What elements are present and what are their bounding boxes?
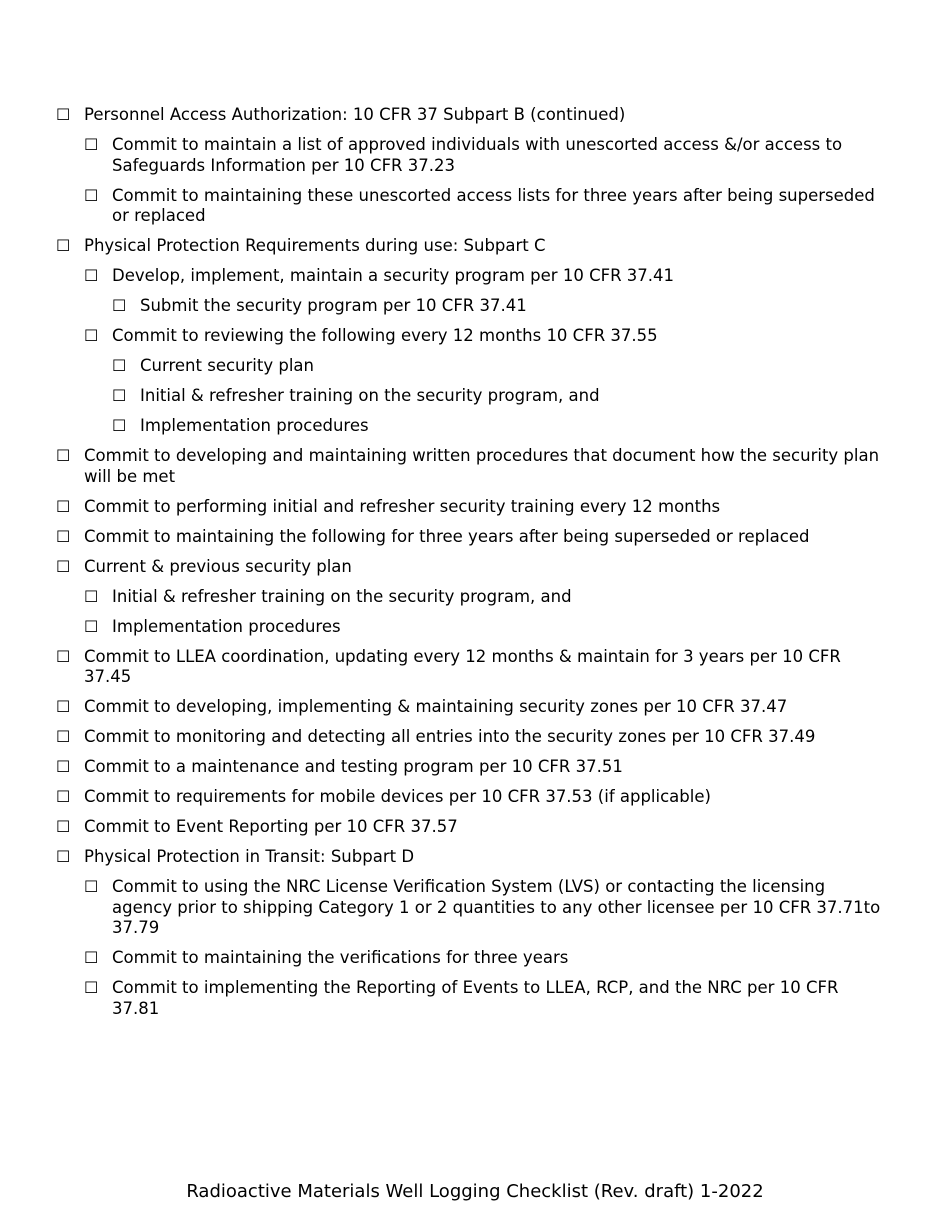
checklist-item-label: Commit to maintaining the following for three years after being superseded or replaced	[84, 526, 810, 546]
checklist-item	[56, 446, 886, 487]
checkbox-icon[interactable]: ☐	[84, 978, 99, 997]
checklist-item	[56, 386, 886, 407]
checklist-item	[56, 817, 886, 838]
checklist-item-label: Commit to reviewing the following every 12 months 10 CFR 37.55	[112, 326, 658, 345]
checklist-item	[56, 236, 886, 257]
checklist-item-label: Physical Protection Requirements during use: Subpart C	[84, 236, 546, 255]
checkbox-icon[interactable]: ☐	[56, 817, 71, 836]
checkbox-icon[interactable]: ☐	[84, 877, 99, 896]
checklist-item	[56, 647, 886, 688]
checkbox-icon[interactable]: ☐	[112, 416, 127, 435]
checklist-item-label: Commit to requirements for mobile devices per 10 CFR 37.53 (if applicable)	[84, 787, 711, 806]
checklist-item-label: Initial & refresher training on the security program, and	[140, 386, 600, 405]
checklist-item-label: Submit the security program per 10 CFR 37.41	[140, 296, 527, 315]
checklist-item	[56, 356, 886, 377]
checklist-item-label: Initial & refresher training on the security program, and	[112, 586, 572, 606]
checkbox-icon[interactable]: ☐	[84, 185, 99, 205]
checklist-item	[56, 787, 886, 808]
checklist-item	[56, 847, 886, 868]
checklist-item-label: Implementation procedures	[140, 416, 369, 435]
checklist-item	[56, 497, 886, 518]
checkbox-icon[interactable]: ☐	[56, 646, 71, 666]
checkbox-icon[interactable]: ☐	[84, 586, 99, 606]
checklist-item-label: Commit to developing and maintaining written procedures that document how the security plan will be met	[84, 446, 880, 486]
checklist-item	[56, 877, 886, 939]
checkbox-icon[interactable]: ☐	[56, 727, 71, 746]
checklist-item-label: Commit to implementing the Reporting of Events to LLEA, RCP, and the NRC per 10 CFR 37.81	[112, 978, 839, 1018]
checklist-item	[56, 105, 886, 126]
checklist-item-label: Current & previous security plan	[84, 556, 352, 576]
checklist-item	[56, 757, 886, 778]
checkbox-icon[interactable]: ☐	[56, 556, 71, 576]
checklist-item	[56, 266, 886, 287]
checklist-item	[56, 948, 886, 969]
checklist	[56, 105, 886, 1029]
checklist-item-label: Commit to monitoring and detecting all entries into the security zones per 10 CFR 37.49	[84, 727, 816, 746]
checklist-item	[56, 416, 886, 437]
checklist-item-label: Commit to maintaining the verifications for three years	[112, 948, 569, 967]
checklist-item-label: Personnel Access Authorization: 10 CFR 37 Subpart B (continued)	[84, 105, 626, 124]
checklist-item-label: Commit to maintaining these unescorted access lists for three years after being superseded or replaced	[112, 185, 875, 225]
checklist-item-label: Commit to using the NRC License Verification System (LVS) or contacting the licensing agency prior to shipping Category 1 or 2 quantities to any other licensee per 10 CFR 37.71to 37.79	[112, 877, 881, 937]
checkbox-icon[interactable]: ☐	[84, 616, 99, 636]
checkbox-icon[interactable]: ☐	[56, 105, 71, 124]
checkbox-icon[interactable]: ☐	[56, 757, 71, 776]
checklist-item-label: Current security plan	[140, 356, 314, 375]
checkbox-icon[interactable]: ☐	[112, 356, 127, 375]
checkbox-icon[interactable]: ☐	[84, 135, 99, 154]
checklist-item	[56, 727, 886, 748]
checklist-item	[56, 296, 886, 317]
checkbox-icon[interactable]: ☐	[56, 697, 71, 716]
checklist-item	[56, 617, 886, 638]
checkbox-icon[interactable]: ☐	[84, 266, 99, 285]
checkbox-icon[interactable]: ☐	[84, 326, 99, 345]
checkbox-icon[interactable]: ☐	[56, 847, 71, 866]
checklist-item	[56, 326, 886, 347]
checkbox-icon[interactable]: ☐	[84, 948, 99, 967]
checklist-item-label: Commit to performing initial and refresher security training every 12 months	[84, 496, 721, 516]
checklist-item-label: Commit to LLEA coordination, updating every 12 months & maintain for 3 years per 10 CFR 37.45	[84, 646, 841, 686]
checklist-item	[56, 186, 886, 227]
checklist-item	[56, 135, 886, 176]
checklist-item-label: Commit to maintain a list of approved individuals with unescorted access &/or access to Safeguards Information per 10 CFR 37.23	[112, 135, 843, 175]
checkbox-icon[interactable]: ☐	[112, 386, 127, 405]
checklist-item	[56, 557, 886, 578]
checklist-item-label: Commit to developing, implementing & maintaining security zones per 10 CFR 37.47	[84, 697, 788, 716]
checklist-item	[56, 587, 886, 608]
checklist-item-label: Implementation procedures	[112, 616, 341, 636]
checkbox-icon[interactable]: ☐	[56, 446, 71, 465]
checkbox-icon[interactable]: ☐	[56, 236, 71, 255]
checklist-item-label: Commit to a maintenance and testing program per 10 CFR 37.51	[84, 757, 623, 776]
checkbox-icon[interactable]: ☐	[56, 496, 71, 516]
checklist-item	[56, 527, 886, 548]
checklist-item-label: Commit to Event Reporting per 10 CFR 37.57	[84, 817, 458, 836]
checklist-item	[56, 697, 886, 718]
checkbox-icon[interactable]: ☐	[56, 526, 71, 546]
checkbox-icon[interactable]: ☐	[56, 787, 71, 806]
checklist-item	[56, 978, 886, 1019]
checklist-item-label: Develop, implement, maintain a security program per 10 CFR 37.41	[112, 266, 675, 285]
page-footer: Radioactive Materials Well Logging Checklist (Rev. draft) 1-2022	[186, 1181, 764, 1202]
checkbox-icon[interactable]: ☐	[112, 296, 127, 315]
checklist-item-label: Physical Protection in Transit: Subpart D	[84, 847, 415, 866]
